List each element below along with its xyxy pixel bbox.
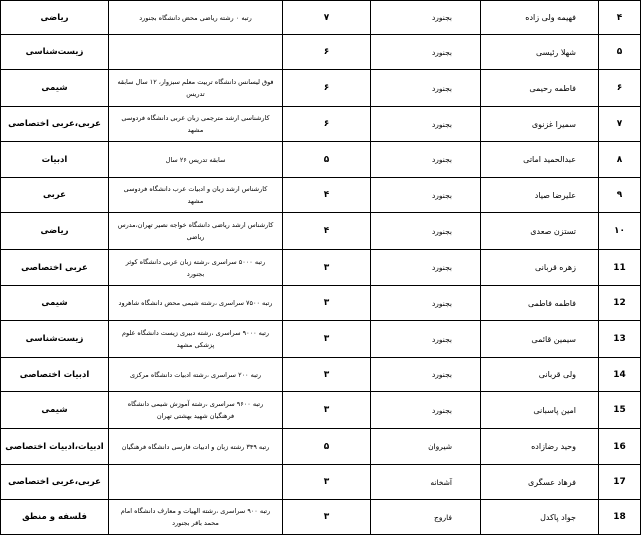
table-row	[1, 250, 641, 286]
teacher-name: علیرضا صیاد	[481, 178, 599, 213]
description: رتبه ۹۰۰۰ سراسری ،رشته دبیری زیست دانشگاه علوم پزشکی مشهد	[109, 321, 283, 358]
subject: ادبیات	[1, 142, 109, 178]
city: بجنورد	[371, 70, 481, 107]
rank: ۳	[283, 250, 371, 286]
subject: زیست‌شناسی	[1, 35, 109, 70]
table-body	[1, 1, 641, 535]
table-row	[1, 286, 641, 321]
description: رتبه ۹۶۰۰ سراسری ،رشته آموزش شیمی دانشگاه فرهنگیان شهید بهشتی تهران	[109, 392, 283, 429]
rank: ۴	[283, 178, 371, 213]
city: بجنورد	[371, 358, 481, 392]
rank: ۳	[283, 358, 371, 392]
rank: ۳	[283, 321, 371, 358]
teacher-name: زهره قربانی	[481, 250, 599, 286]
table-row	[1, 500, 641, 535]
city: بجنورد	[371, 178, 481, 213]
subject: زیست‌شناسی	[1, 321, 109, 358]
teacher-name: جواد پاکدل	[481, 500, 599, 535]
subject: شیمی	[1, 70, 109, 107]
rank: ۷	[283, 1, 371, 35]
subject: ادبیات،ادبیات اختصاصی	[1, 429, 109, 465]
description: کارشناس ارشد زبان و ادبیات عرب دانشگاه فردوسی مشهد	[109, 178, 283, 213]
city: بجنورد	[371, 392, 481, 429]
subject: ریاضی	[1, 213, 109, 250]
description: رتبه ۰ رشته ریاضی محض دانشگاه بجنورد	[109, 1, 283, 35]
city: بجنورد	[371, 107, 481, 142]
row-number: 13	[599, 321, 641, 358]
city: فاروج	[371, 500, 481, 535]
rank: ۳	[283, 500, 371, 535]
teacher-name: فهیمه ولی زاده	[481, 1, 599, 35]
row-number: ۸	[599, 142, 641, 178]
description: کارشناسی ارشد مترجمی زبان عربی دانشگاه فردوسی مشهد	[109, 107, 283, 142]
teacher-name: وحید رضازاده	[481, 429, 599, 465]
teacher-name: امین پاسبانی	[481, 392, 599, 429]
teacher-name: تستزن صعدی	[481, 213, 599, 250]
subject: ریاضی	[1, 1, 109, 35]
teacher-name: سیمین قائمی	[481, 321, 599, 358]
table-row	[1, 321, 641, 358]
subject: ادبیات اختصاصی	[1, 358, 109, 392]
row-number: ۱۰	[599, 213, 641, 250]
teacher-name: فاطمه رحیمی	[481, 70, 599, 107]
city: بجنورد	[371, 35, 481, 70]
rank: ۵	[283, 142, 371, 178]
row-number: ۹	[599, 178, 641, 213]
table-row	[1, 429, 641, 465]
row-number: 11	[599, 250, 641, 286]
subject: شیمی	[1, 392, 109, 429]
table-row	[1, 358, 641, 392]
row-number: 12	[599, 286, 641, 321]
city: بجنورد	[371, 142, 481, 178]
table-row	[1, 142, 641, 178]
description: رتبه ۳۴۹ رشته زبان و ادبیات فارسی دانشگاه فرهنگیان	[109, 429, 283, 465]
table-row	[1, 35, 641, 70]
city: آشخانه	[371, 465, 481, 500]
table-row	[1, 465, 641, 500]
rank: ۶	[283, 35, 371, 70]
description: رتبه ۷۵۰۰ سراسری ،رشته شیمی محض دانشگاه شاهرود	[109, 286, 283, 321]
description: کارشناس ارشد ریاضی دانشگاه خواجه نصیر تهران،مدرس ریاضی	[109, 213, 283, 250]
row-number: ۶	[599, 70, 641, 107]
city: بجنورد	[371, 213, 481, 250]
table-row	[1, 213, 641, 250]
city: بجنورد	[371, 1, 481, 35]
teacher-name: سمیرا غزنوی	[481, 107, 599, 142]
description	[109, 465, 283, 500]
rank: ۳	[283, 392, 371, 429]
row-number: ۷	[599, 107, 641, 142]
rank: ۶	[283, 70, 371, 107]
teacher-name: فاطمه فاطمی	[481, 286, 599, 321]
description: رتبه ۵۰۰۰ سراسری ،رشته زبان عربی دانشگاه کوثر بجنورد	[109, 250, 283, 286]
description: رتبه ۹۰۰ سراسری ،رشته الهیات و معارف دانشگاه امام محمد باقر بجنورد	[109, 500, 283, 535]
subject: عربی،عربی اختصاصی	[1, 465, 109, 500]
table-row	[1, 70, 641, 107]
city: بجنورد	[371, 250, 481, 286]
row-number: 14	[599, 358, 641, 392]
table-row	[1, 178, 641, 213]
city: شیروان	[371, 429, 481, 465]
table-row	[1, 1, 641, 35]
subject: عربی اختصاصی	[1, 250, 109, 286]
teacher-name: ولی قربانی	[481, 358, 599, 392]
rank: ۶	[283, 107, 371, 142]
rank: ۴	[283, 213, 371, 250]
subject: فلسفه و منطق	[1, 500, 109, 535]
row-number: 16	[599, 429, 641, 465]
row-number: 15	[599, 392, 641, 429]
subject: شیمی	[1, 286, 109, 321]
rank: ۳	[283, 465, 371, 500]
teacher-name: عبدالحمید اماتی	[481, 142, 599, 178]
subject: عربی	[1, 178, 109, 213]
row-number: 18	[599, 500, 641, 535]
subject: عربی،عربی اختصاصی	[1, 107, 109, 142]
description: سابقه تدریس ۲۶ سال	[109, 142, 283, 178]
rank: ۳	[283, 286, 371, 321]
teacher-name: فرهاد عسگری	[481, 465, 599, 500]
row-number: 17	[599, 465, 641, 500]
row-number: ۵	[599, 35, 641, 70]
table-row	[1, 392, 641, 429]
rank: ۵	[283, 429, 371, 465]
teacher-name: شهلا رئیسی	[481, 35, 599, 70]
city: بجنورد	[371, 321, 481, 358]
table-row	[1, 107, 641, 142]
description: رتبه ۲۰۰ سراسری ،رشته ادبیات دانشگاه مرکزی	[109, 358, 283, 392]
description	[109, 35, 283, 70]
row-number: ۴	[599, 1, 641, 35]
city: بجنورد	[371, 286, 481, 321]
description: فوق لیسانس دانشگاه تربیت معلم سبزوار، ۱۲ سال سابقه تدریس	[109, 70, 283, 107]
